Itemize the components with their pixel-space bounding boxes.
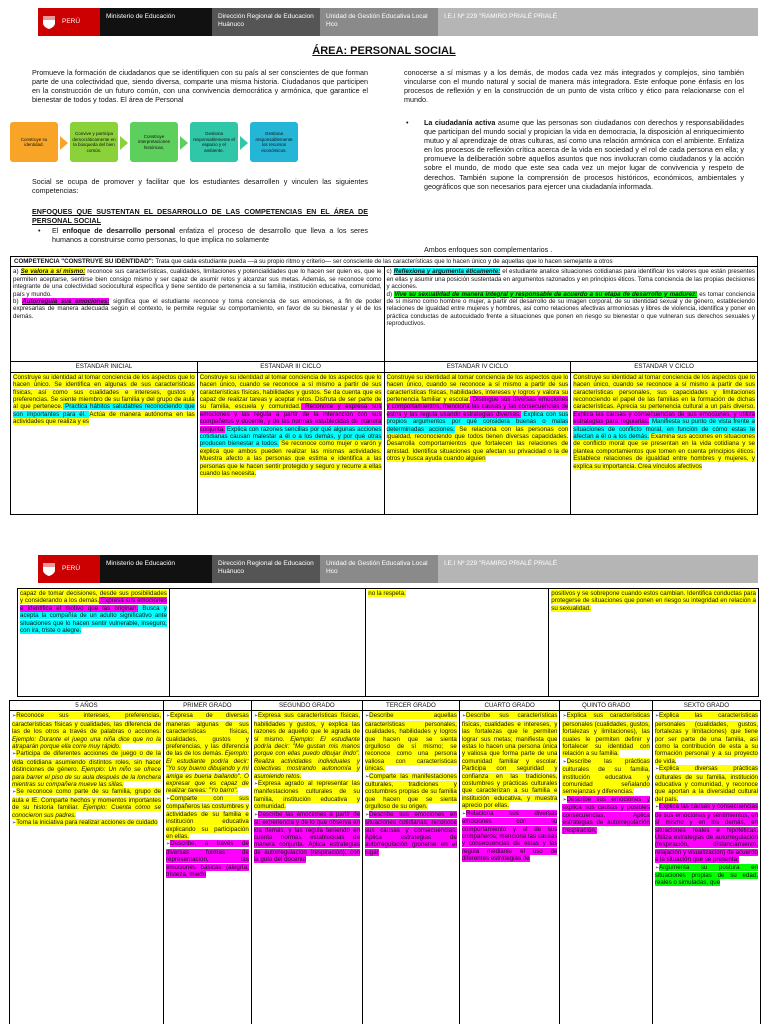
text-segment: Se relaciona con las personas con igualdad, reconociendo que todos tienen diversas capacidades. Desarrolla comportamientos que fortalecen las relaciones de amistad. Identifica situaciones que afectan su privacidad o la de otros y busca ayuda cuando alguien (386, 425, 569, 463)
std-v-cell (571, 372, 758, 514)
text-segment: Describe sus emociones en situaciones cotidianas; reconoce sus causas y consecuencias. Aplica estrategias de autorregulación (ponerse en el lugar (364, 810, 457, 856)
peru-badge (38, 555, 100, 583)
header-ugel: Unidad de Gestión Educativa Local Hco (320, 8, 438, 36)
competencies-flow-diagram (10, 122, 360, 166)
capacidades-left (11, 267, 385, 362)
bullet-arrow-icon: ➢ (654, 864, 660, 871)
bullet-arrow-icon: ➢ (165, 795, 171, 802)
cap-a-label: a) (13, 268, 19, 276)
text-segment: Describe sus características físicas, cualidades e intereses, y las fortalezas que le permiten lograr sus metas; manifiesta que estas lo hacen una persona única y valiosa que forma parte de una comunidad familiar y escolar. Participa con seguridad y confianza en las tradiciones, costumbres y prácticas culturales que caracterizan a su familia e institución educativa, y muestra aprecio por ellas. (461, 712, 558, 810)
grade-head-5anos: 5 AÑOS (10, 701, 164, 711)
text-segment: Expresa sus emociones e identifica el motivo que las originan. (20, 597, 167, 612)
header-ugel: Unidad de Gestión Educativa Local Hco (320, 555, 438, 583)
peru-badge (38, 8, 100, 36)
grade-head-3: TERCER GRADO (362, 701, 459, 711)
text-segment: Describe sus emociones y explica sus causas y posibles consecuencias. (562, 795, 650, 819)
text-segment: Reconoce y expresa sus emociones y las regula a partir de la interacción con sus compañeros y docente, y de las normas establecidas de manera conjunta. (199, 403, 382, 433)
bullet-arrow-icon: ➢ (461, 810, 467, 817)
intro-left: Promueve la formación de ciudadanos que se identifiquen con su país al ser conscientes de que forman parte de una colectividad que, siendo diversa, comparte una misma historia. Ciudadanos que participen en la construcción de un futuro común, con una convivencia democrática y armónica, que garantice el bienestar de todos y todas. El área de Personal (32, 68, 368, 105)
cap-c-bold: Reflexiona y argumenta éticamente: (393, 268, 501, 276)
page-title: ÁREA: PERSONAL SOCIAL (312, 45, 456, 57)
bullet-arrow-icon: ➢ (364, 713, 370, 720)
flow-box-2: Convive y participa democráticamente en la búsqueda del bien común. (70, 122, 118, 162)
cap-d-bold: Vive su sexualidad de manera integral y responsable de acuerdo a su etapa de desarrollo y madurez: (394, 290, 698, 298)
capacidad-d (387, 291, 756, 328)
grade-head-4: CUARTO GRADO (459, 701, 560, 711)
estandar-continuation-table (17, 588, 759, 697)
text-segment: positivos y se sobrepone cuando estos cambian. Identifica conductas para protegerse de situaciones que ponen en riesgo su integridad en relación a su sexualidad. (551, 590, 756, 612)
std-head-iv: ESTANDAR IV CICLO (384, 362, 571, 372)
header-direccion: Dirección Regional de Educacion Huánuco (212, 8, 320, 36)
peru-logo (10, 8, 38, 36)
grade-head-2: SEGUNDO GRADO (251, 701, 362, 711)
text-segment: Se reconoce como mujer o varón y explica que ambos pueden realizar las mismas actividades. Muestra afecto a las personas que estima e identifica a las personas que le hacen sentir protegido y seguro y recurre a ellas cuando las necesita. (199, 440, 382, 478)
text-segment: Ejemplo: El estudiante podría decir: "Yo soy bueno dibujando y mi amiga es buena bailando". O expresar que es capaz de realizar tareas: "Yo barro". (165, 750, 249, 795)
bullet-arrow-icon: ➢ (165, 713, 171, 720)
peru-label: PERÚ (62, 18, 81, 25)
cap-b-text: significa que el estudiante reconoce y toma conciencia de sus emociones, a fin de poder expresarlas de manera adecuada según el contexto, le permite regular su comportamiento, en favor de su bienestar y el de los demás. (13, 298, 382, 320)
text-segment: Construye su identidad al tomar conciencia de los aspectos que lo hacen único, cuando se reconoce a sí mismo a partir de sus características físicas, habilidades y gustos. Se da cuenta que es capaz de realizar tareas y aceptar retos. Disfruta de ser parte de su familia, escuela y comunidad. (199, 373, 382, 411)
text-segment: Construye su identidad al tomar conciencia de los aspectos que lo hacen único. Se identifica en algunas de sus características físicas, así como sus cualidades e intereses, gustos y preferencias. Se siente miembro de su familia y del grupo de aula al que pertenece. (13, 373, 195, 411)
bullet-arrow-icon: ➢ (12, 789, 17, 796)
page-gap (0, 520, 768, 550)
cap-b-bold: Autorregula sus emociones: (22, 298, 110, 306)
text-segment: Reconoce sus intereses, preferencias, características físicas y cualidades, las diferencia de las de los otros a través de palabras o acciones. (12, 712, 161, 736)
grade-head-6: SEXTO GRADO (652, 701, 760, 711)
text-segment: Describe, a través de diversas formas de representación, las emociones básicas (alegría, tristeza, miedo (165, 840, 249, 878)
text-segment: Actúa de manera autónoma en las actividades que realiza y es (13, 410, 195, 426)
std-iv-cell (384, 372, 571, 514)
flow-arrow-icon (240, 136, 248, 150)
enfoque-bullet (38, 226, 368, 245)
enfoque-pre: El (52, 226, 63, 235)
text-segment: Distingue sus diversas emociones y comportamientos, menciona las causas y las consecuencias de estos y las regula usando estrategias diversas. (386, 396, 569, 418)
desempenos-table (9, 700, 761, 1024)
header-iei: I.E.I Nº 229 "RAMIRO PRIALÉ PRIALÉ (438, 555, 758, 583)
text-segment: Comparte las manifestaciones culturales, tradiciones y costumbres propias de su familia que hacen que se sienta orgulloso de su origen. (364, 772, 457, 811)
capacidad-b (13, 298, 382, 320)
text-segment: Explica las causas y consecuencias de sus emociones, y utiliza estrategias para regularlas. (573, 410, 755, 426)
cap-d-text: es tomar conciencia de sí mismo como hombre o mujer, a partir del desarrollo de su imagen corporal, de su identidad sexual y de género, estableciendo relaciones de igualdad entre mujeres y hombres, así como relaciones afectivas armoniosas y libres de violencia, identifica y poner en práctica conductas de autocuidado frente a situaciones que ponen en riesgo su bienestar o que vulneran sus derechos sexuales y reproductivos. (386, 290, 755, 328)
header-direccion: Dirección Regional de Educacion Huánuco (212, 555, 320, 583)
flow-box-5: Gestiona responsablemente los recursos económicos. (250, 122, 298, 162)
cap-b-label: b) (13, 298, 19, 306)
text-segment: capaz de tomar decisiones, desde sus posibilidades y considerando a los demás. (20, 590, 167, 605)
bullet-arrow-icon: ➢ (12, 713, 17, 720)
text-segment: Aplica estrategias de autorregulación (respiración), con la guía del docente (253, 841, 360, 864)
cont-iv-cell (366, 589, 549, 697)
intro-left-2: Social se ocupa de promover y facilitar que los estudiantes desarrollen y vinculen las siguientes competencias: (32, 177, 368, 196)
cont-iii-cell (169, 589, 365, 697)
text-segment: Describe las prácticas culturales de su familia, institución educativa y comunidad señalando semejanzas y diferencias. (562, 757, 650, 796)
peru-logo (10, 555, 38, 583)
text-segment: Busca y acepta la compañía de un adulto significativo ante situaciones que lo hacen sentir vulnerable, inseguro, con ira, triste o alegre. (20, 604, 167, 635)
cap-a-bold: Se valora a sí mismo: (20, 268, 86, 276)
text-segment: Comparte con sus compañeros las costumbres y actividades de su familia e institución educativa explicando su participación en ellas. (165, 794, 249, 840)
text-segment: Expresa agrado al representar las manifestaciones culturales de su familia, institución educativa y comunidad. (253, 780, 360, 811)
page-header (10, 8, 758, 36)
competencia-table (10, 256, 758, 515)
text-segment: Examina sus acciones en situaciones de conflicto moral que se presentan en la vida cotidiana y se plantea comportamientos que tomen en cuenta principios éticos. (573, 433, 755, 455)
grade-2-cell (251, 711, 362, 1024)
text-segment: Participa de diferentes acciones de juego o de la vida cotidiana asumiendo distintos roles, sin hacer distinciones de género. (12, 750, 161, 774)
ciudadania-bold: La ciudadanía activa (424, 118, 496, 127)
grade-head-1: PRIMER GRADO (163, 701, 251, 711)
bullet-icon: • (406, 118, 409, 127)
right-p3: Ambos enfoques son complementarios . (424, 245, 553, 254)
crest-icon (41, 561, 57, 577)
header-ministerio: Ministerio de Educación (100, 555, 212, 583)
text-segment: Establece relaciones de igualdad entre hombres y mujeres, y explica su importancia. Crea vínculos afectivos (573, 455, 755, 470)
bullet-arrow-icon: ➢ (165, 841, 171, 848)
competencia-head-bold: COMPETENCIA "CONSTRUYE SU IDENTIDAD": (14, 258, 154, 265)
flow-arrow-icon (120, 136, 128, 150)
text-segment: Explica sus características personales (cualidades, gustos, fortalezas y limitaciones), las cuales le permiten definir y fortalecer su identidad con relación a su familia. (562, 712, 650, 758)
flow-box-4: Gestiona responsablemente el espacio y el ambiente. (190, 122, 238, 162)
text-segment: Explica con razones sencillas por qué algunas acciones cotidianas causan malestar a él o a los demás, y por qué otras producen bienestar a todos. (199, 425, 382, 448)
grade-5anos-cell (10, 711, 164, 1024)
bullet-arrow-icon: ➢ (364, 773, 370, 780)
text-segment: no la respeta. (368, 590, 406, 597)
bullet-arrow-icon: ➢ (253, 781, 259, 788)
std-head-v: ESTANDAR V CICLO (571, 362, 758, 372)
ciudadania-text: asume que las personas son ciudadanos con derechos y responsabilidades que participan del mundo social y propician la vida en democracia, la disposición al enriquecimiento mutuo y al aprendizaje de otras culturas, así como una relación armónica con el ambiente. Enfatiza en los procesos de reflexión crítica acerca de la vida en sociedad y el rol de cada persona en ella; y promueve la deliberación sobre aquellos asuntos que nos involucran como ciudadanos y la acción sobre el mundo, de modo que este sea cada vez un mejor lugar de convivencia y respeto de derechos. También supone la comprensión de procesos históricos, económicos, ambientales y geográficos que son necesarios para ejercer una ciudadanía informada. (424, 118, 744, 191)
text-segment: Explica las características personales (cualidades, gustos, fortalezas y limitaciones) que tiene por ser parte de una familia, así como la contribución de esta a su formación personal y a su proyecto de vida. (654, 712, 758, 765)
page-2 (0, 550, 768, 1024)
flow-box-3: Construye interpretaciones históricas. (130, 122, 178, 162)
bullet-arrow-icon: ➢ (253, 713, 259, 720)
peru-label: PERÚ (62, 565, 81, 572)
text-segment: Describe las emociones a partir de su experiencia y de lo que observa en los demás, y las regula teniendo en cuenta normas establecidas de manera conjunta. (253, 810, 360, 849)
bullet-arrow-icon: ➢ (562, 758, 567, 765)
crest-icon (41, 14, 57, 30)
bullet-arrow-icon: ➢ (562, 796, 567, 803)
std-iii-cell (197, 372, 384, 514)
enfoque-post: enfatiza el proceso de desarrollo que lleva a los seres humanos a construirse como personas, lo que implica no solamente (52, 226, 368, 245)
bullet-arrow-icon: ➢ (562, 713, 567, 720)
bullet-arrow-icon: ➢ (654, 713, 660, 720)
grade-6-cell (652, 711, 760, 1024)
text-segment: Ejemplo: Cuenta cómo se conocieron sus padres. (12, 804, 161, 819)
text-segment: Practica hábitos saludables reconociendo que son importantes para él. (13, 403, 195, 418)
cont-v-cell (549, 589, 759, 697)
text-segment: Toma la iniciativa para realizar acciones de cuidado (16, 819, 158, 827)
grade-head-5: QUINTO GRADO (560, 701, 652, 711)
bullet-arrow-icon: ➢ (654, 804, 660, 811)
right-p1: conocerse a sí mismas y a los demás, de modos cada vez más integrados y complejos, sino también vincularse con el mundo natural y social de manera más integradora. Este enfoque pone énfasis en los procesos de reflexión y en la construcción de un punto de vista crítico y ético para relacionarse con el mundo. (404, 68, 744, 105)
cap-a-text: reconoce sus características, cualidades, limitaciones y potencialidades que lo hacen ser quien es, que le permiten aceptarse, sentirse bien consigo mismo y ser capaz de asumir retos y alcanzar sus metas. Además, se reconoce como integrante de una colectividad sociocultural específica y tiene sentido de pertenencia a su familia, institución educativa, comunidad, país y mundo. (13, 268, 382, 298)
competencia-header (11, 257, 758, 267)
competencia-head-text: Trata que cada estudiante pueda —a su propio ritmo y criterio— ser consciente de las características que lo hacen único y de aquellas que lo hacen semejante a otros (153, 258, 613, 265)
cap-c-label: c) (386, 268, 392, 276)
text-segment: Ejemplo: Durante el juego una niña dice que no la atraparán porque ella corre muy rápido. (12, 735, 161, 751)
text-segment: Expresa de diversas maneras algunas de sus características físicas, cualidades, gustos y preferencias, y las diferencia de las de los demás. (165, 712, 249, 758)
grade-4-cell (459, 711, 560, 1024)
flow-arrow-icon (180, 136, 188, 150)
std-inicial-cell (11, 372, 198, 514)
page-header (10, 555, 758, 583)
text-segment: Expresa sus características físicas, habilidades y gustos, y explica las razones de aquello que le agrada de sí mismo. (253, 712, 360, 743)
header-ministerio: Ministerio de Educación (100, 8, 212, 36)
grade-1-cell (163, 711, 251, 1024)
text-segment: Ejemplo: El estudiante podría decir: "Me gustan mis manos porque con ellas puedo dibujar lindo". Realiza actividades individuales y colectivas mostrando autonomía y asumiendo retos. (253, 735, 360, 780)
header-iei: I.E.I Nº 229 "RAMIRO PRIALÉ PRIALÉ (438, 8, 758, 36)
text-segment: Construye su identidad al tomar conciencia de los aspectos que lo hacen único, cuando se reconoce a sí mismo a partir de sus características físicas, habilidades, intereses y logros y valora su pertenencia familiar y escolar. (386, 373, 569, 404)
bullet-arrow-icon: ➢ (12, 820, 17, 827)
flow-arrow-icon (60, 136, 68, 150)
flow-box-1: Construye su identidad. (10, 122, 58, 162)
right-bullet (406, 118, 744, 191)
bullet-arrow-icon: ➢ (461, 713, 467, 720)
bullet-arrow-icon: ➢ (364, 811, 370, 818)
text-segment: Describe aquellas características personales, cualidades, habilidades y logros que hacen que se sienta orgulloso de sí mismo; se reconoce como una persona valiosa con características únicas. (364, 712, 457, 773)
cap-d-label: d) (386, 290, 393, 298)
text-segment: Explica diversas prácticas culturales de su familia, institución educativa y comunidad, y reconoce que aportan a la diversidad cultural del país. (654, 765, 758, 803)
cap-c-text: el estudiante analice situaciones cotidianas para identificar los valores que están presentes en ellas y asumir una posición sustentada en argumentos razonados y en principios éticos. Toma conciencia de las propias decisiones y acciones. (386, 268, 755, 291)
text-segment: Aplica estrategias de autorregulación (respiración, (562, 811, 650, 834)
bullet-arrow-icon: ➢ (253, 811, 259, 818)
grade-3-cell (362, 711, 459, 1024)
bullet-icon: • (38, 226, 41, 235)
text-segment: Manifiesta su punto de vista frente a situaciones de conflicto moral, en función de cómo estas le afectan a él o a los demás. (573, 418, 755, 441)
capacidad-a (13, 268, 382, 298)
std-head-iii: ESTANDAR III CICLO (197, 362, 384, 372)
text-segment: Explica con sus propios argumentos por qué considera buenas o malas determinadas acciones. (386, 410, 569, 433)
bullet-arrow-icon: ➢ (654, 766, 660, 773)
capacidad-c (387, 268, 756, 290)
cont-inicial-cell (18, 589, 170, 697)
text-segment: Explica las causas y consecuencias de sus emociones y sentimientos, en sí mismo y en los demás, en situaciones reales e hipotéticas. Utiliza estrategias de autorregulación (respiración, distanciamiento, relajación y visualización) de acuerdo a la situación que se presenta. (654, 803, 758, 864)
grade-5-cell (560, 711, 652, 1024)
text-segment: Relaciona sus diversas emociones con su comportamiento y el de sus compañeros; menciona las causas y consecuencias de estas y las regula mediante el uso de diferentes estrategias de (461, 809, 558, 863)
text-segment: Construye su identidad al tomar conciencia de los aspectos que lo hacen único, cuando se reconoce a sí mismo a partir de sus características personales, sus capacidades y limitaciones reconociendo el papel de las familias en la formación de dichas características. Aprecia su pertenencia cultural a un país diverso. (573, 373, 755, 411)
capacidades-right (384, 267, 758, 362)
enfoque-bold: enfoque de desarrollo personal (62, 226, 176, 235)
bullet-arrow-icon: ➢ (12, 751, 17, 758)
text-segment: Ejemplo: Un niño se ofrece para barrer el piso de su aula después de la lonchera mientras su compañera mueve las sillas. (12, 766, 161, 789)
enfoques-title: ENFOQUES QUE SUSTENTAN EL DESARROLLO DE LAS COMPETENCIAS EN EL ÁREA DE PERSONAL SOCIAL (32, 207, 368, 226)
text-segment: Se reconoce como parte de su familia, grupo de aula e IE. Comparte hechos y momentos importantes de su historia familiar. (12, 788, 161, 812)
std-head-inicial: ESTANDAR INICIAL (11, 362, 198, 372)
text-segment: Argumenta su postura en situaciones propias de su edad, reales o simuladas, que (654, 863, 758, 887)
